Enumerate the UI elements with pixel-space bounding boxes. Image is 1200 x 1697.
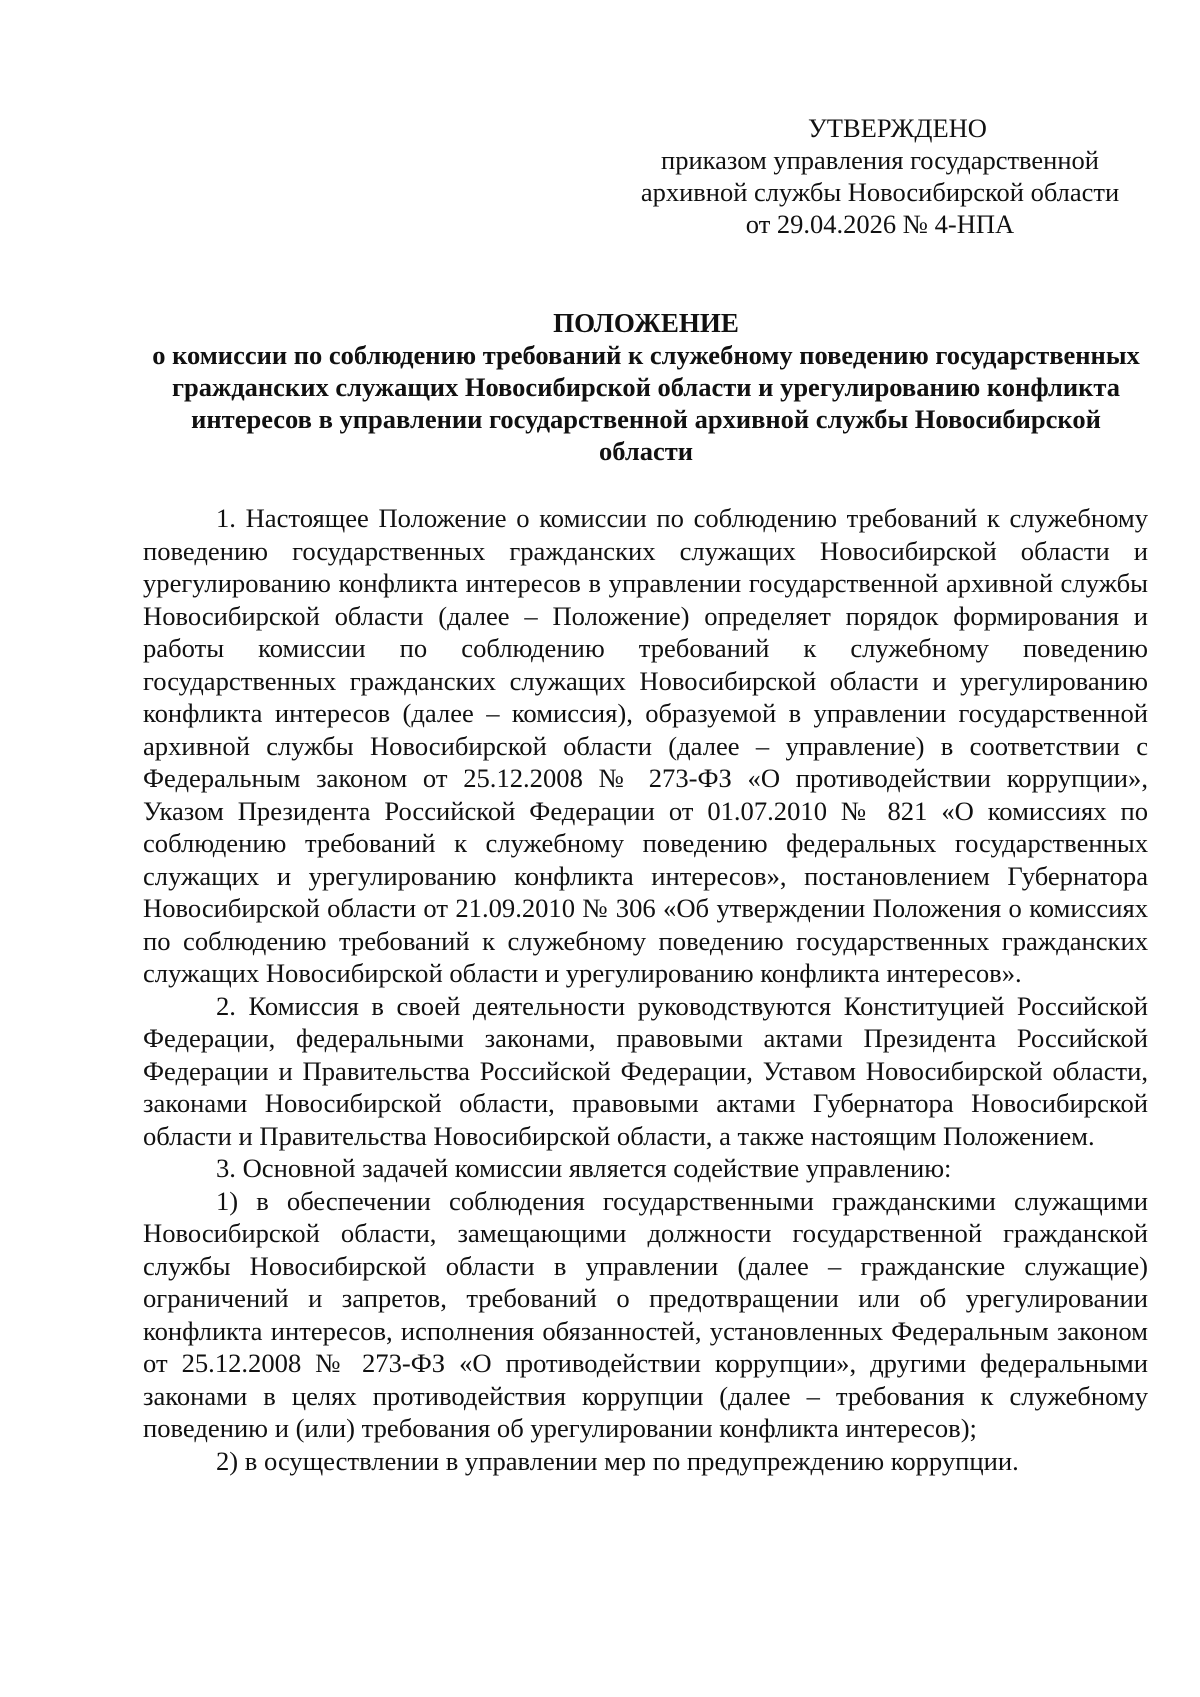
paragraph-3-item-1: 1) в обеспечении соблюдения государственными гражданскими служащими Новосибирской области, замещающими должности государственной гражданской службы Новосибирской области в управлении (далее – гражданские служащие) ограничений и запретов, требований о предотвращении или об урегулировании конфликта интересов, исполнения обязанностей, установленных Федеральным законом от 25.12.2008 № 273-ФЗ «О противодействии коррупции», другими федеральными законами в целях противодействия коррупции (далее – требования к служебному поведению и (или) требования об урегулировании конфликта интересов); (143, 1185, 1148, 1443)
approval-stamp (620, 112, 1140, 240)
paragraph-3: 3. Основной задачей комиссии является содействие управлению: (216, 1153, 952, 1183)
document-heading (145, 307, 1147, 467)
paragraph-1: 1. Настоящее Положение о комиссии по соблюдению требований к служебному поведению государственных гражданских служащих Новосибирской области и урегулированию конфликта интересов в управлении государственной архивной службы Новосибирской области (далее – Положение) определяет порядок формирования и работы комиссии по соблюдению требований к служебному поведению государственных гражданских служащих Новосибирской области и урегулированию конфликта интересов (далее – комиссия), образуемой в управлении государственной архивной службы Новосибирской области (далее – управление) в соответствии с Федеральным законом от 25.12.2008 № 273-ФЗ «О противодействии коррупции», Указом Президента Российской Федерации от 01.07.2010 № 821 «О комиссиях по соблюдению требований к служебному поведению федеральных государственных служащих и урегулированию конфликта интересов», постановлением Губернатора Новосибирской области от 21.09.2010 № 306 «Об утверждении Положения о комиссиях по соблюдению требований к служебному поведению государственных гражданских служащих Новосибирской области и урегулированию конфликта интересов». (143, 503, 1148, 988)
paragraph-3-item-2: 2) в осуществлении в управлении мер по предупреждению коррупции. (216, 1445, 1019, 1476)
document-subtitle: о комиссии по соблюдению требований к служебному поведению государственных гражданских служащих Новосибирской области и урегулированию конфликта интересов в управлении государственной архивной службы Новосибирской области (152, 340, 1140, 466)
approval-order-line: приказом управления государственной (661, 145, 1099, 175)
approved-label: УТВЕРЖДЕНО (808, 113, 987, 143)
approval-date-number: от 29.04.2026 № 4-НПА (745, 209, 1015, 239)
document-body (143, 502, 1148, 1477)
paragraph-2: 2. Комиссия в своей деятельности руководствуются Конституцией Российской Федерации, федеральными законами, правовыми актами Президента Российской Федерации и Правительства Российской Федерации, Уставом Новосибирской области, законами Новосибирской области, правовыми актами Губернатора Новосибирской области и Правительства Новосибирской области, а также настоящим Положением. (143, 990, 1148, 1151)
approval-agency-line: архивной службы Новосибирской области (640, 177, 1120, 207)
document-title: ПОЛОЖЕНИЕ (553, 308, 739, 338)
